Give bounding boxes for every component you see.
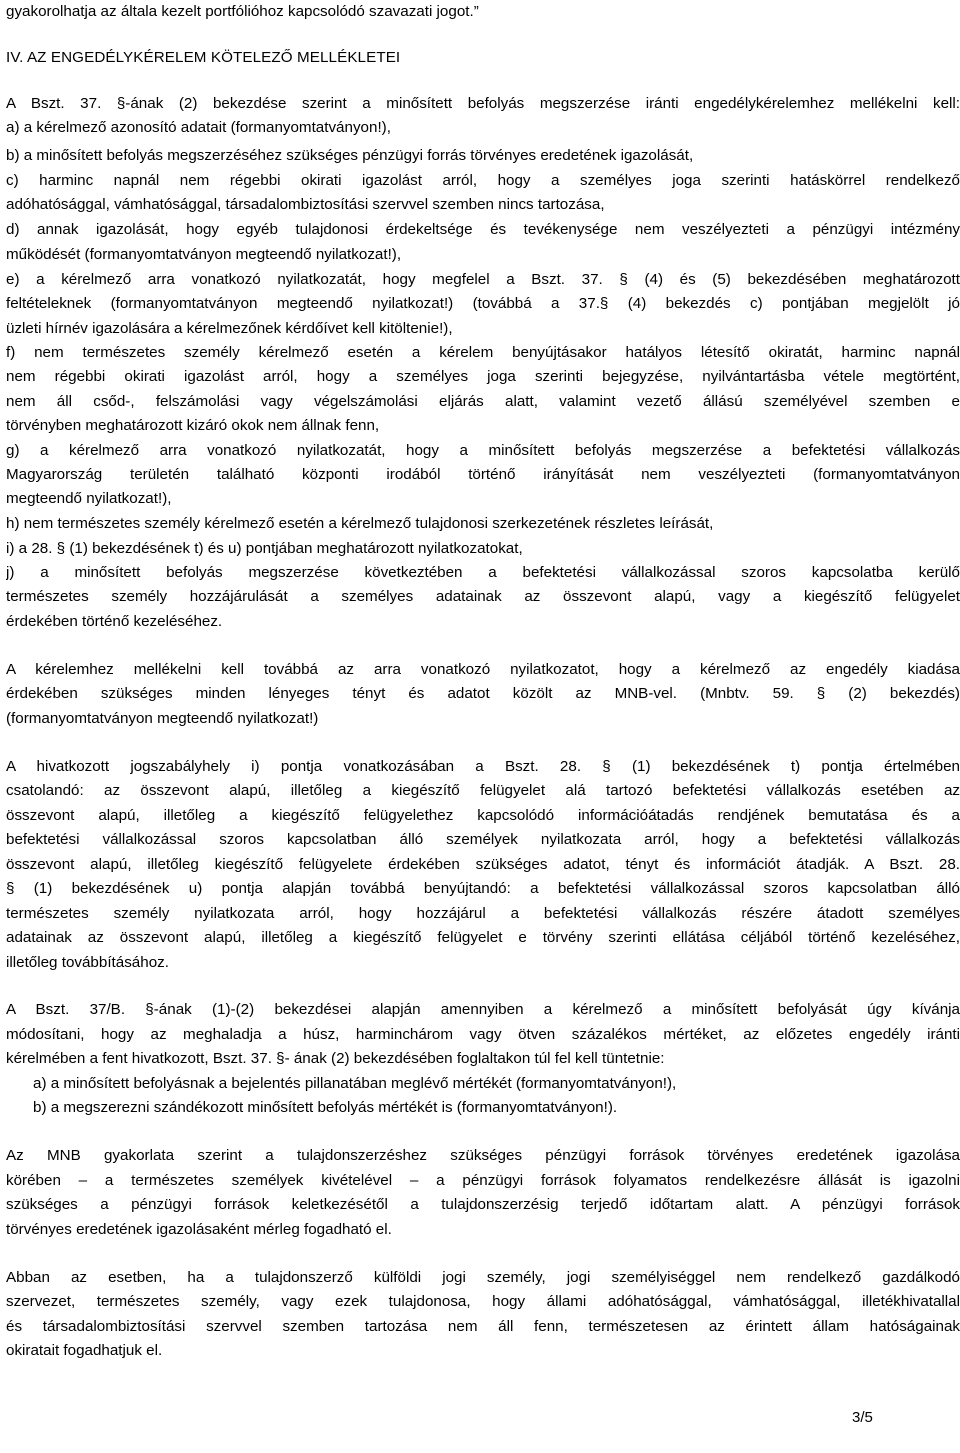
text-line: összevont alapú, illetőleg kiegészítő felügyelete érdekében szükséges adatot, tényt és információt átadják. A Bszt. 28. [6,856,960,873]
text-line: törvényes eredetének igazolásaként mérleg fogadható el. [6,1221,392,1238]
text-line: Abban az esetben, ha a tulajdonszerző külföldi jogi személy, jogi személyiséggel nem rendelkező gazdálkodó [6,1269,960,1286]
list-item: b) a megszerezni szándékozott minősített befolyás mértékét is (formanyomtatványon!). [33,1099,618,1116]
list-item: h) nem természetes személy kérelmező esetén a kérelmező tulajdonosi szerkezetének részletes leírását, [6,515,714,532]
text-line: illetőleg továbbításához. [6,954,169,971]
list-item: g) a kérelmező arra vonatkozó nyilatkozatát, hogy a minősített befolyás megszerzése a befektetési vállalkozás [6,442,960,459]
text-line: körében – a természetes személyek kivételével – a pénzügyi források folyamatos rendelkezésre állását is igazolni [6,1172,960,1189]
text-line: § (1) bekezdésének u) pontja alapján továbbá benyújtandó: a befektetési vállalkozással szoros kapcsolatban álló [6,880,960,897]
text-line: szükséges a pénzügyi források keletkezésétől a tulajdonszerzésig terjedő időtartam alatt. A pénzügyi források [6,1196,960,1213]
text-line: összevont alapú, illetőleg a kiegészítő felügyelethez kapcsolódó információátadás rendjének bemutatása és a [6,807,960,824]
text-line: szervezet, természetes személy, vagy ezek tulajdonosa, hogy állami adóhatósággal, vámhatósággal, illetékhivatallal [6,1293,960,1310]
section-heading: IV. AZ ENGEDÉLYKÉRELEM KÖTELEZŐ MELLÉKLETEI [6,49,401,66]
list-item: b) a minősített befolyás megszerzéséhez szükséges pénzügyi forrás törvényes eredetének igazolását, [6,147,694,164]
list-item: a) a kérelmező azonosító adatait (formanyomtatványon!), [6,119,391,136]
list-item: c) harminc napnál nem régebbi okirati igazolást arról, hogy a személyes joga szerinti hatáskörrel rendelkező [6,172,960,189]
text-line: és társadalombiztosítási szervvel szemben tartozása nem áll fenn, természetesen az érintett állam hatóságainak [6,1318,960,1335]
page-number: 3/5 [852,1409,873,1426]
text-line: módosítani, hogy az meghaladja a húsz, harminchárom vagy ötven százalékos mértéket, az előzetes engedély iránti [6,1026,960,1043]
text-line: gyakorolhatja az általa kezelt portfólióhoz kapcsolódó szavazati jogot.” [6,3,479,20]
text-line: természetes személy hozzájárulását a személyes adatainak az összevont alapú, vagy a kiegészítő felügyelet [6,588,960,605]
text-line: kérelmében a fent hivatkozott, Bszt. 37. §- ának (2) bekezdésében foglaltakon túl fel kell tüntetnie: [6,1050,665,1067]
text-line: üzleti hírnév igazolására a kérelmezőnek kérdőívet kell kitöltenie!), [6,320,453,337]
list-item: d) annak igazolását, hogy egyéb tulajdonosi érdekeltsége és tevékenysége nem veszélyezteti a pénzügyi intézmény [6,221,960,238]
text-line: megteendő nyilatkozat!), [6,490,172,507]
text-line: A kérelemhez mellékelni kell továbbá az arra vonatkozó nyilatkozatot, hogy a kérelmező az engedély kiadása [6,661,960,678]
list-item: j) a minősített befolyás megszerzése következtében a befektetési vállalkozással szoros kapcsolatba kerülő [6,564,960,581]
text-line: befektetési vállalkozással szoros kapcsolatban álló személyek nyilatkozata arról, hogy a befektetési vállalkozás [6,831,960,848]
text-line: A hivatkozott jogszabályhely i) pontja vonatkozásában a Bszt. 28. § (1) bekezdésének t) pontja értelmében [6,758,960,775]
text-line: feltételeknek (formanyomtatványon megteendő nyilatkozat!) (továbbá a 37.§ (4) bekezdés c) pontjában megjelölt jó [6,295,960,312]
text-line: természetes személy nyilatkozata arról, hogy hozzájárul a befektetési vállalkozás részére átadott személyes [6,905,960,922]
text-line: érdekében történő kezeléséhez. [6,613,223,630]
list-item: a) a minősített befolyásnak a bejelentés pillanatában meglévő mértékét (formanyomtatványon!), [33,1075,677,1092]
text-line: A Bszt. 37. §-ának (2) bekezdése szerint a minősített befolyás megszerzése iránti engedélykérelemhez mellékelni kell: [6,95,960,112]
text-line: okiratait fogadhatjuk el. [6,1342,163,1359]
text-line: nem áll csőd-, felszámolási vagy végelszámolási eljárás alatt, valamint vezető állású személyével szemben e [6,393,960,410]
text-line: érdekében szükséges minden lényeges tényt és adatot közölt az MNB-vel. (Mnbtv. 59. § (2) bekezdés) [6,685,960,702]
text-line: adatainak az összevont alapú, illetőleg a kiegészítő felügyelet e törvény szerinti ellátása céljából történő kezeléséhez, [6,929,960,946]
text-line: adóhatósággal, vámhatósággal, társadalombiztosítási szervvel szemben nincs tartozása, [6,196,605,213]
text-line: A Bszt. 37/B. §-ának (1)-(2) bekezdései alapján amennyiben a kérelmező a minősített befolyását úgy kívánja [6,1001,960,1018]
text-line: Magyarország területén található központi irodából történő irányítását nem veszélyezteti (formanyomtatványon [6,466,960,483]
text-line: csatolandó: az összevont alapú, illetőleg a kiegészítő felügyelet alá tartozó befektetési vállalkozás esetében az [6,782,960,799]
list-item: f) nem természetes személy kérelmező esetén a kérelem benyújtásakor hatályos létesítő okiratát, harminc napnál [6,344,960,361]
text-line: törvényben meghatározott kizáró okok nem állnak fenn, [6,417,380,434]
list-item: i) a 28. § (1) bekezdésének t) és u) pontjában meghatározott nyilatkozatokat, [6,540,523,557]
text-line: működését (formanyomtatványon megteendő nyilatkozat!), [6,246,402,263]
text-line: nem régebbi okirati igazolást arról, hogy a személyes joga szerinti bejegyzése, nyilvántartásba vétele megtörtént, [6,368,960,385]
text-line: Az MNB gyakorlata szerint a tulajdonszerzéshez szükséges pénzügyi források törvényes eredetének igazolása [6,1147,960,1164]
text-line: (formanyomtatványon megteendő nyilatkozat!) [6,710,319,727]
list-item: e) a kérelmező arra vonatkozó nyilatkozatát, hogy megfelel a Bszt. 37. § (4) és (5) bekezdésében meghatározott [6,271,960,288]
